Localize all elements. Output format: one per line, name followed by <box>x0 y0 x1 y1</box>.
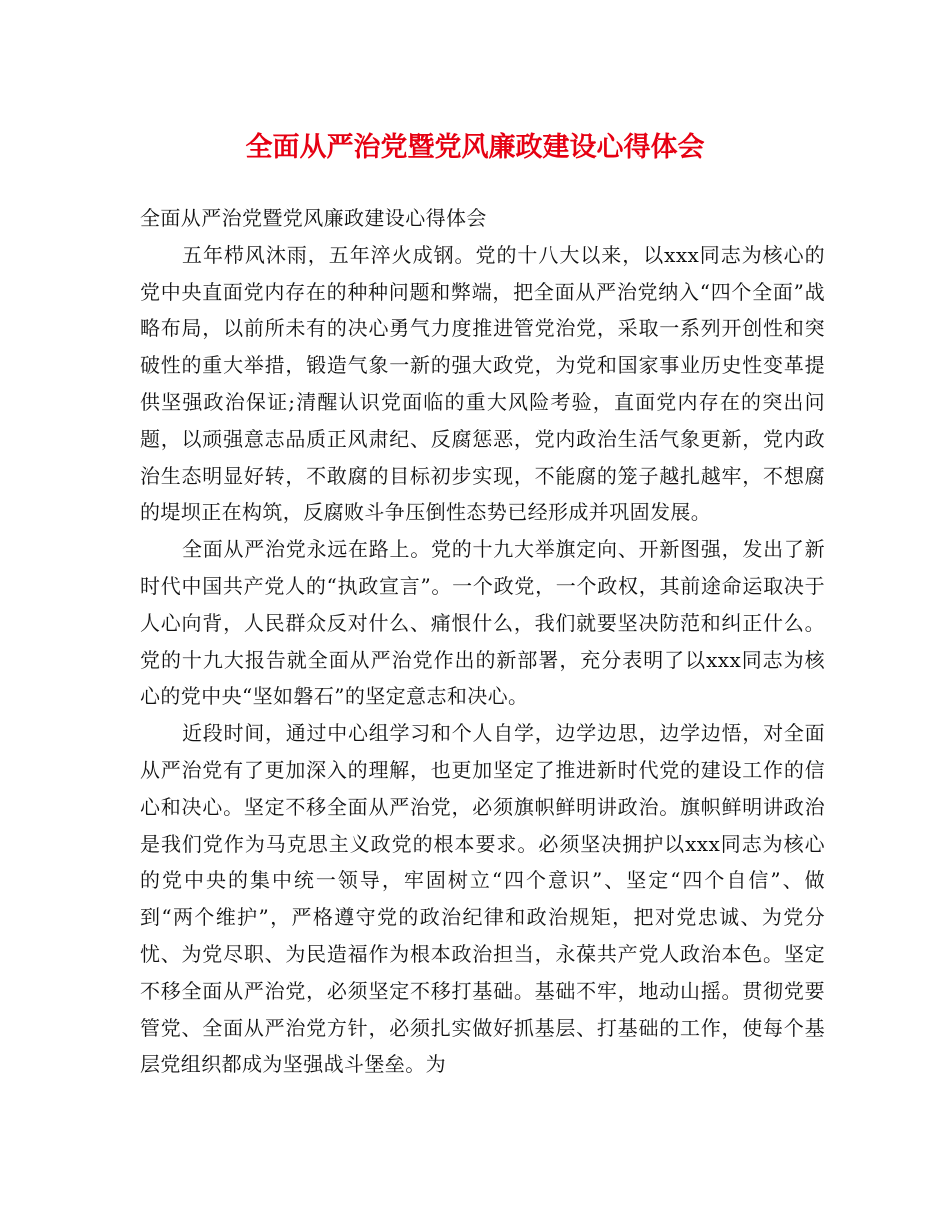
document-subtitle: 全面从严治党暨党风廉政建设心得体会 <box>140 206 487 230</box>
document-body <box>140 200 825 1083</box>
paragraph-2: 全面从严治党永远在路上。党的十九大举旗定向、开新图强，发出了新时代中国共产党人的“执政宣言”。一个政党，一个政权，其前途命运取决于人心向背，人民群众反对什么、痛恨什么，我们就要坚决防范和纠正什么。党的十九大报告就全面从严治党作出的新部署，充分表明了以xxx同志为核心的党中央“坚如磐石”的坚定意志和决心。 <box>140 537 825 709</box>
paragraph-1: 五年栉风沐雨，五年淬火成钢。党的十八大以来，以xxx同志为核心的党中央直面党内存在的种种问题和弊端，把全面从严治党纳入“四个全面”战略布局，以前所未有的决心勇气力度推进管党治党，采取一系列开创性和突破性的重大举措，锻造气象一新的强大政党，为党和国家事业历史性变革提供坚强政治保证;清醒认识党面临的重大风险考验，直面党内存在的突出问题，以顽强意志品质正风肃纪、反腐惩恶，党内政治生活气象更新，党内政治生态明显好转，不敢腐的目标初步实现，不能腐的笼子越扎越牢，不想腐的堤坝正在构筑，反腐败斗争压倒性态势已经形成并巩固发展。 <box>140 242 825 525</box>
paragraph-3: 近段时间，通过中心组学习和个人自学，边学边思，边学边悟，对全面从严治党有了更加深入的理解，也更加坚定了推进新时代党的建设工作的信心和决心。坚定不移全面从严治党，必须旗帜鲜明讲政治。旗帜鲜明讲政治是我们党作为马克思主义政党的根本要求。必须坚决拥护以xxx同志为核心的党中央的集中统一领导，牢固树立“四个意识”、坚定“四个自信”、做到“两个维护”，严格遵守党的政治纪律和政治规矩，把对党忠诚、为党分忧、为党尽职、为民造福作为根本政治担当，永葆共产党人政治本色。坚定不移全面从严治党，必须坚定不移打基础。基础不牢，地动山摇。贯彻党要管党、全面从严治党方针，必须扎实做好抓基层、打基础的工作，使每个基层党组织都成为坚强战斗堡垒。为 <box>140 721 825 1077</box>
document-title: 全面从严治党暨党风廉政建设心得体会 <box>245 132 705 163</box>
